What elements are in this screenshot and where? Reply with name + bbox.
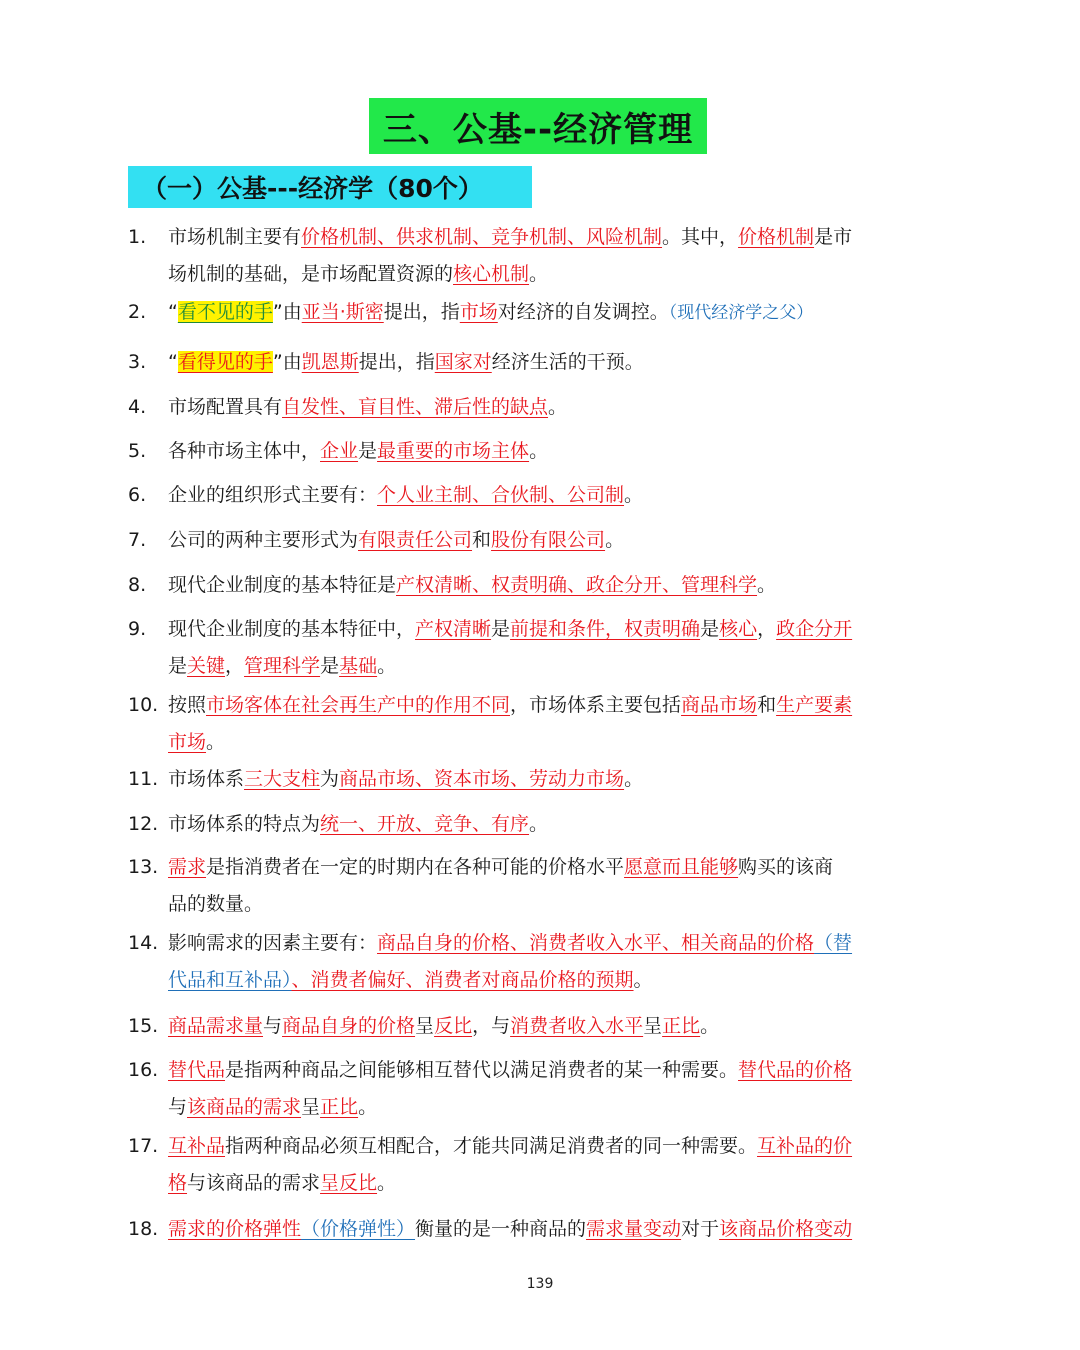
text-segment: 衡量的是一种商品的 [415,1218,587,1240]
item-line [168,1052,953,1089]
key-term: 消费者收入水平 [510,1015,644,1037]
item-text [168,611,953,685]
text-segment: 提出，指 [358,351,435,373]
text-segment: 指两种商品必须互相配合，才能共同满足消费者的同一种需要。 [225,1135,758,1157]
key-term: 产权清晰 [415,618,492,640]
text-segment: ， [225,655,245,677]
item-line [168,611,953,648]
item-number: 14. [128,932,159,954]
text-segment: 现代企业制度的基本特征是 [168,574,397,596]
key-term: 政企分开 [776,618,853,640]
text-segment: “ [168,351,178,373]
item-text [168,761,953,798]
key-term: 股份有限公司 [491,529,606,551]
text-segment: 与 [168,1096,188,1118]
key-term: 基础 [339,655,378,677]
text-segment: 提出，指 [383,301,460,323]
text-segment: 。 [605,529,625,551]
key-term: 生产要素 [776,694,853,716]
key-term: 需求的价格弹性 [168,1218,302,1240]
item-number: 1. [128,226,147,248]
item-line [168,522,953,559]
item-text [168,925,953,999]
text-segment: 各种市场主体中， [168,440,321,462]
key-term: 愿意而且能够 [624,856,739,878]
text-segment: 。 [757,574,777,596]
text-segment: 是 [491,618,511,640]
item-text [168,1211,953,1248]
text-segment: 和 [472,529,492,551]
item-text [168,477,953,514]
item-line [168,687,953,724]
item-line [168,648,953,685]
text-segment: 经济生活的干预。 [491,351,644,373]
item-text [168,433,953,470]
key-term: 企业 [320,440,359,462]
item-line [168,925,953,962]
text-segment: 。 [377,655,397,677]
text-segment: 市场配置具有 [168,396,283,418]
item-text [168,522,953,559]
text-segment: ，市场体系主要包括 [510,694,682,716]
text-segment: 。 [206,731,226,753]
key-term: 格 [168,1172,188,1194]
text-segment: 呈 [301,1096,321,1118]
key-term: 互补品 [168,1135,226,1157]
key-term: 个人业主制、合伙制、公司制 [377,484,625,506]
key-term: 需求 [168,856,207,878]
item-line [168,477,953,514]
text-segment: 。 [624,484,644,506]
item-number: 8. [128,574,147,596]
item-text [168,806,953,843]
text-segment: 市场体系 [168,768,245,790]
key-term: 反比 [434,1015,473,1037]
key-term: 商品市场、资本市场、劳动力市场 [339,768,625,790]
text-segment: （价格弹性） [301,1218,416,1240]
text-segment: 对经济的自发调控。 [497,301,669,323]
text-segment: 是指两种商品之间能够相互替代以满足消费者的某一种需要。 [225,1059,739,1081]
key-term: 需求量变动 [586,1218,682,1240]
item-number: 18. [128,1218,159,1240]
key-term: 产权清晰、权责明确、政企分开、管理科学 [396,574,758,596]
item-number: 16. [128,1059,159,1081]
item-line [168,1008,953,1045]
item-line [168,1128,953,1165]
key-term: 统一、开放、竞争、有序 [320,813,530,835]
text-segment: 企业的组织形式主要有： [168,484,378,506]
text-segment: 购买的该商 [738,856,834,878]
subsection-title: （一）公基---经济学（80个） [128,166,532,208]
item-text [168,1052,953,1126]
key-term: 替代品 [168,1059,226,1081]
text-segment: 。 [548,396,568,418]
item-number: 2. [128,301,147,323]
item-text [168,1008,953,1045]
item-line [168,761,953,798]
item-number: 6. [128,484,147,506]
text-segment: 是 [358,440,378,462]
item-text [168,344,953,381]
item-text [168,294,953,332]
key-term: 价格机制 [738,226,815,248]
text-segment: 和 [757,694,777,716]
item-number: 5. [128,440,147,462]
key-term: 该商品价格变动 [719,1218,853,1240]
item-number: 4. [128,396,147,418]
key-term: 核心 [719,618,758,640]
text-segment: 是 [700,618,720,640]
key-term: 看不见的手 [177,301,273,323]
text-segment: 代品和互补品） [168,969,292,991]
text-segment: 市场机制主要有 [168,226,302,248]
key-term: 看得见的手 [177,351,273,373]
item-text [168,219,953,293]
text-segment: （替 [814,932,853,954]
text-segment: 现代企业制度的基本特征中， [168,618,416,640]
item-number: 11. [128,768,159,790]
item-line [168,294,953,332]
key-term: 有限责任公司 [358,529,473,551]
text-segment: 。 [377,1172,397,1194]
text-segment: 品的数量。 [168,893,264,915]
item-line [168,962,953,999]
item-number: 7. [128,529,147,551]
key-term: 前提和条件，权责明确 [510,618,701,640]
text-segment: 是市 [814,226,853,248]
item-line [168,849,953,886]
key-term: 市场 [168,731,207,753]
key-term: 亚当·斯密 [301,301,384,323]
text-segment: “ [168,301,178,323]
key-term: 最重要的市场主体 [377,440,530,462]
key-term: 呈反比 [320,1172,378,1194]
key-term: 商品需求量 [168,1015,264,1037]
item-line [168,1211,953,1248]
text-segment: 。 [700,1015,720,1037]
key-term: 价格机制、供求机制、竞争机制、风险机制 [301,226,663,248]
key-term: 商品自身的价格 [282,1015,416,1037]
text-segment: 与 [263,1015,283,1037]
key-term: 市场客体在社会再生产中的作用不同 [206,694,511,716]
item-line [168,344,953,381]
text-segment: （现代经济学之父） [668,303,814,323]
item-line [168,724,953,761]
text-segment: 是 [168,655,188,677]
text-segment: 。其中， [662,226,739,248]
key-term: 正比 [662,1015,701,1037]
item-line [168,806,953,843]
item-line [168,219,953,256]
section-title: 三、公基--经济管理 [369,98,707,154]
item-line [168,1089,953,1126]
item-number: 15. [128,1015,159,1037]
item-line [168,1165,953,1202]
item-number: 17. [128,1135,159,1157]
item-line [168,567,953,604]
key-term: 商品市场 [681,694,758,716]
item-number: 10. [128,694,159,716]
text-segment: 为 [320,768,340,790]
text-segment: 。 [529,813,549,835]
key-term: 自发性、盲目性、滞后性的缺点 [282,396,549,418]
text-segment: 呈 [643,1015,663,1037]
item-line [168,886,953,923]
key-term: 正比 [320,1096,359,1118]
item-line [168,433,953,470]
text-segment: 呈 [415,1015,435,1037]
item-text [168,1128,953,1202]
item-text [168,687,953,761]
item-text [168,849,953,923]
item-number: 9. [128,618,147,640]
key-term: 该商品的需求 [187,1096,302,1118]
item-number: 3. [128,351,147,373]
text-segment: 。 [529,263,549,285]
text-segment: 公司的两种主要形式为 [168,529,359,551]
key-term: 国家对 [434,351,492,373]
key-term: 核心机制 [453,263,530,285]
item-line [168,256,953,293]
item-text [168,567,953,604]
key-term: 三大支柱 [244,768,321,790]
page-number: 139 [526,1276,554,1292]
item-text [168,389,953,426]
key-term: 凯恩斯 [301,351,359,373]
text-segment: 对于 [681,1218,720,1240]
item-number: 13. [128,856,159,878]
text-segment: 。 [358,1096,378,1118]
text-segment: ，与 [472,1015,511,1037]
text-segment: 。 [633,969,653,991]
text-segment: 是 [320,655,340,677]
text-segment: 是指消费者在一定的时期内在各种可能的价格水平 [206,856,625,878]
key-term: 互补品的价 [757,1135,853,1157]
text-segment: ”由 [272,301,302,323]
text-segment: 影响需求的因素主要有： [168,932,378,954]
text-segment: 。 [529,440,549,462]
text-segment: 与该商品的需求 [187,1172,321,1194]
key-term: 、消费者偏好、消费者对商品价格的预期 [291,969,634,991]
item-line [168,389,953,426]
text-segment: ”由 [272,351,302,373]
text-segment: ， [757,618,777,640]
text-segment: 市场体系的特点为 [168,813,321,835]
text-segment: 按照 [168,694,207,716]
item-number: 12. [128,813,159,835]
key-term: 商品自身的价格、消费者收入水平、相关商品的价格 [377,932,815,954]
text-segment: 场机制的基础，是市场配置资源的 [168,263,454,285]
key-term: 管理科学 [244,655,321,677]
key-term: 关键 [187,655,226,677]
text-segment: 。 [624,768,644,790]
key-term: 替代品的价格 [738,1059,853,1081]
key-term: 市场 [459,301,498,323]
